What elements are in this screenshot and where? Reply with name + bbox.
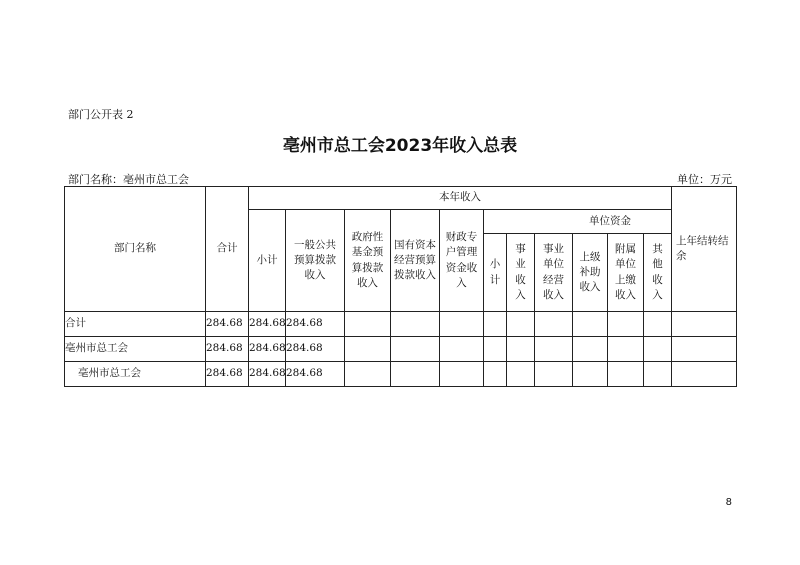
header-current-year: 本年收入 xyxy=(249,187,672,210)
header-business: 事业收入 xyxy=(507,234,535,312)
header-state-capital: 国有资本经营预算拨款收入 xyxy=(391,210,440,312)
row-name: 合计 xyxy=(65,312,206,337)
row-total: 284.68 xyxy=(206,312,249,337)
row-name: 亳州市总工会 xyxy=(65,362,206,387)
row-name: 亳州市总工会 xyxy=(65,337,206,362)
row-subtotal: 284.68 xyxy=(249,337,286,362)
row-general-budget: 284.68 xyxy=(286,312,345,337)
table-row xyxy=(65,337,737,362)
header-subtotal: 小计 xyxy=(249,210,286,312)
income-summary-table xyxy=(64,186,737,387)
row-general-budget: 284.68 xyxy=(286,362,345,387)
header-gov-fund: 政府性基金预算拨款收入 xyxy=(345,210,391,312)
row-general-budget: 284.68 xyxy=(286,337,345,362)
header-unit-funds: 单位资金 xyxy=(484,210,737,234)
header-unit-subtotal: 小计 xyxy=(484,234,507,312)
header-superior-subsidy: 上级补助收入 xyxy=(573,234,608,312)
unit-label: 单位：万元 xyxy=(677,173,732,186)
row-total: 284.68 xyxy=(206,337,249,362)
header-general-budget: 一般公共预算拨款收入 xyxy=(286,210,345,312)
row-subtotal: 284.68 xyxy=(249,312,286,337)
department-label: 部门名称：亳州市总工会 xyxy=(68,173,189,186)
row-subtotal: 284.68 xyxy=(249,362,286,387)
row-total: 284.68 xyxy=(206,362,249,387)
table-row xyxy=(65,312,737,337)
header-other: 其他收入 xyxy=(644,234,672,312)
table-number-label: 部门公开表 2 xyxy=(68,108,134,121)
table-row xyxy=(65,362,737,387)
header-affiliated-remit: 附属单位上缴收入 xyxy=(608,234,644,312)
header-total: 合计 xyxy=(206,187,249,312)
header-dept-name: 部门名称 xyxy=(65,187,206,312)
page-title: 亳州市总工会2023年收入总表 xyxy=(282,136,518,156)
header-prior-year-balance: 上年结转结余 xyxy=(672,187,737,312)
header-fiscal-special: 财政专户管理资金收入 xyxy=(440,210,484,312)
header-business-operation: 事业单位经营收入 xyxy=(535,234,573,312)
page-number: 8 xyxy=(725,497,732,508)
